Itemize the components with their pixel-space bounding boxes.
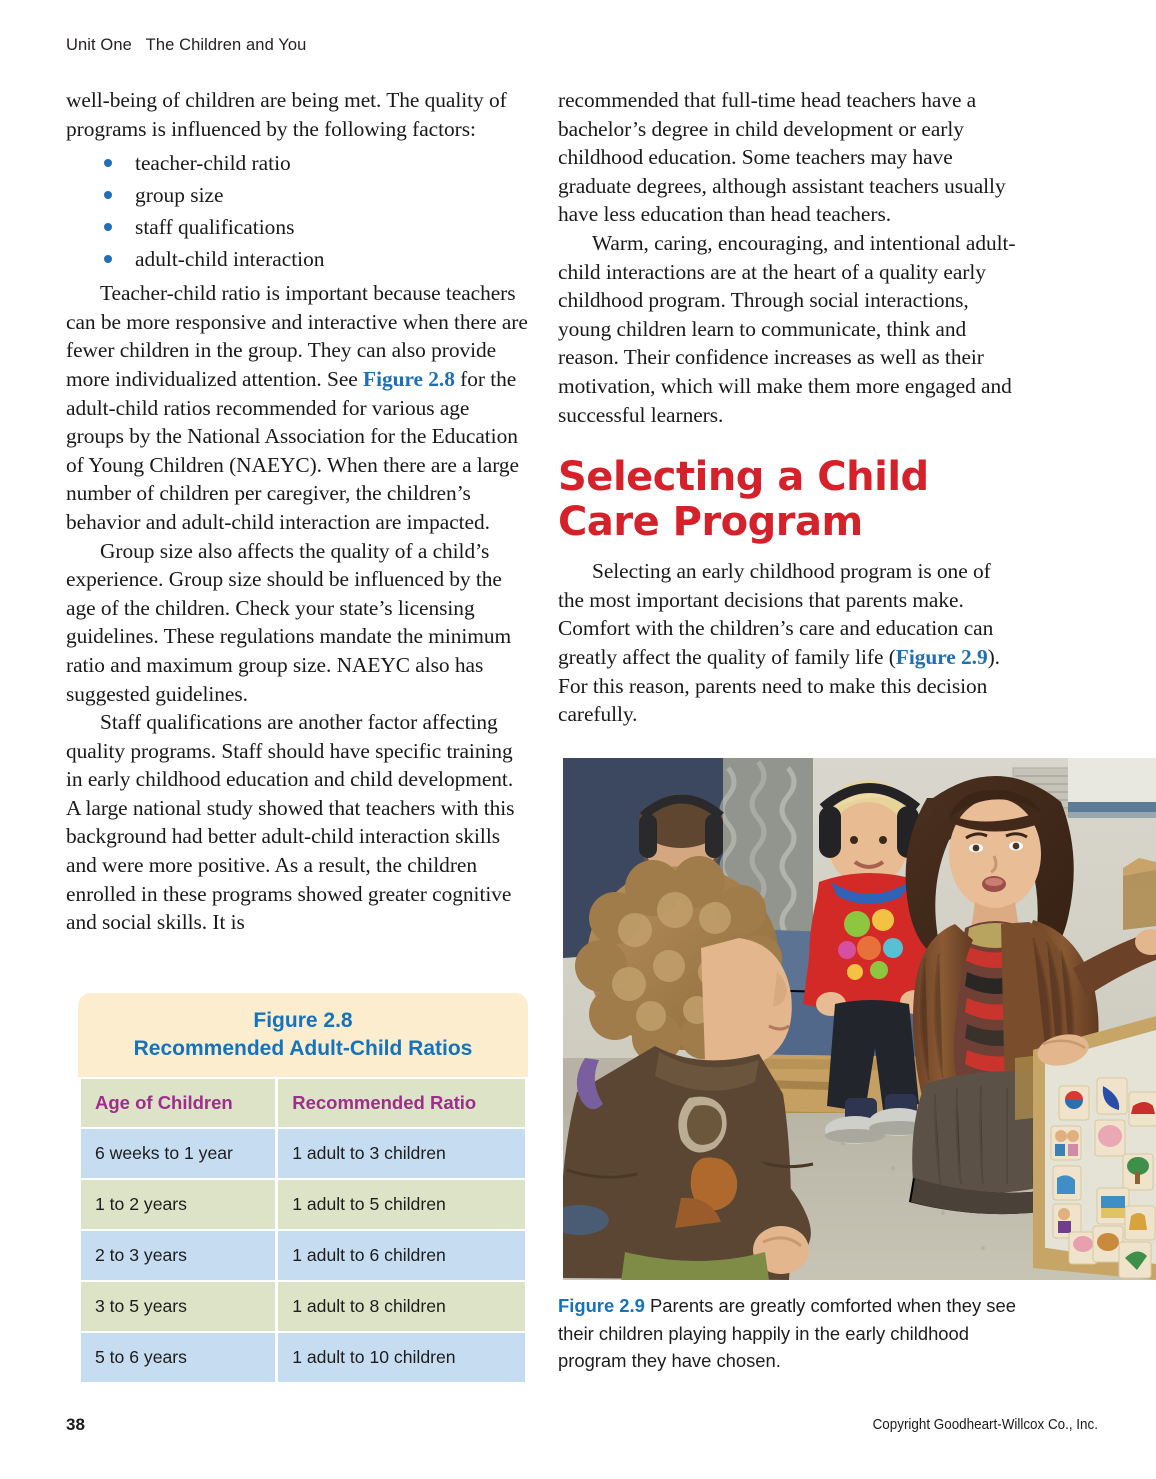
list-item: [66, 211, 528, 243]
figure-2-9-label: Figure 2.9: [558, 1295, 645, 1316]
figure-2-8-table: [78, 993, 528, 1384]
right-text-column: [558, 86, 1020, 729]
figure-2-8-reference-link[interactable]: Figure 2.8: [363, 366, 455, 391]
cell-age: 2 to 3 years: [81, 1231, 275, 1280]
left-text-column: [66, 86, 528, 937]
paragraph-text-segment: Teacher-child ratio is important because teachers can be more responsive and interactive when there are fewer children in the group. They can also provide more individualized attention. See: [66, 281, 528, 391]
table-row: [81, 1231, 525, 1280]
cell-age: 6 weeks to 1 year: [81, 1129, 275, 1178]
list-item-label: group size: [135, 183, 224, 208]
paragraph-group-size: Group size also affects the quality of a child’s experience. Group size should be influenced by the age of the children. Check your state’s licensing guidelines. These regulations mandate the minimum ratio and maximum group size. NAEYC also has suggested guidelines.: [66, 538, 512, 706]
table-row: [81, 1333, 525, 1382]
figure-2-9-photograph: [563, 758, 1156, 1280]
figure-2-9-caption-text: Parents are greatly comforted when they see their children playing happily in the early childhood program they have chosen.: [558, 1295, 1016, 1371]
cell-ratio: 1 adult to 6 children: [278, 1231, 525, 1280]
bullet-dot-icon: [104, 255, 112, 263]
quality-factors-list: [66, 147, 528, 275]
recommended-ratios-table: [78, 1077, 528, 1384]
page-number: 38: [66, 1415, 85, 1434]
paragraph-text-segment: Selecting an early childhood program is one of the most important decisions that parents make. Comfort with the children’s care and education can greatly affect the quality of family life (: [558, 559, 994, 669]
section-heading-selecting-a-child-care-program: Selecting a Child Care Program: [558, 454, 929, 546]
table-row: [81, 1129, 525, 1178]
cell-ratio: 1 adult to 5 children: [278, 1180, 525, 1229]
bullet-dot-icon: [104, 191, 112, 199]
table-header-row: [81, 1079, 525, 1127]
figure-2-9-reference-link[interactable]: Figure 2.9: [895, 644, 988, 669]
list-item: [66, 243, 528, 275]
table-row: [81, 1282, 525, 1331]
picture-card-board: [1015, 1016, 1156, 1280]
cell-ratio: 1 adult to 10 children: [278, 1333, 525, 1382]
list-item: [66, 179, 528, 211]
paragraph-text-segment: ). For this reason, parents need to make this decision carefully.: [558, 644, 1000, 727]
list-item-label: teacher-child ratio: [135, 151, 291, 176]
cell-ratio: 1 adult to 3 children: [278, 1129, 525, 1178]
cell-age: 1 to 2 years: [81, 1180, 275, 1229]
cell-age: 5 to 6 years: [81, 1333, 275, 1382]
list-item-label: staff qualifications: [135, 215, 295, 240]
paragraph-adult-child-interactions: Warm, caring, encouraging, and intentional adult-child interactions are at the heart of a quality early childhood program. Through social interactions, young children learn to communicate, think and reason. Their confidence increases as well as their motivation, which will make them more engaged and successful learners.: [558, 230, 1016, 427]
paragraph-continued-from-previous-page: well-being of children are being met. The quality of programs is influenced by the following factors:: [66, 88, 507, 141]
bullet-dot-icon: [104, 159, 112, 167]
list-item-label: adult-child interaction: [135, 247, 325, 272]
table-row: [81, 1180, 525, 1229]
bullet-dot-icon: [104, 223, 112, 231]
list-item: [66, 147, 528, 179]
cell-age: 3 to 5 years: [81, 1282, 275, 1331]
column-header-recommended-ratio: Recommended Ratio: [278, 1079, 525, 1127]
figure-2-8-title-line2: Recommended Adult-Child Ratios: [133, 1037, 473, 1060]
copyright-notice: Copyright Goodheart-Willcox Co., Inc.: [872, 1417, 1098, 1433]
paragraph-teacher-child-ratio: [66, 279, 528, 536]
figure-2-8-title: [78, 993, 528, 1077]
paragraph-text-segment: for the adult-child ratios recommended for various age groups by the National Association for the Education of Young Children (NAEYC). When there are a large number of children per caregiver, the children’s behavior and adult-child interaction are impacted.: [66, 366, 519, 534]
paragraph-selecting-program: [558, 557, 1020, 729]
figure-2-9-caption: [558, 1292, 1028, 1375]
figure-2-8-title-line1: Figure 2.8: [253, 1009, 353, 1032]
column-header-age-of-children: Age of Children: [81, 1079, 275, 1127]
paragraph-staff-qualifications: Staff qualifications are another factor affecting quality programs. Staff should have specific training in early childhood education and child development. A large national study showed that teachers with this background had better adult-child interaction skills and were more positive. As a result, the children enrolled in these programs showed greater cognitive and social skills. It is: [66, 710, 515, 935]
paragraph-head-teacher-degrees: recommended that full-time head teachers have a bachelor’s degree in child development or early childhood education. Some teachers may have graduate degrees, although assistant teachers usually have less education than head teachers.: [558, 88, 1006, 227]
cell-ratio: 1 adult to 8 children: [278, 1282, 525, 1331]
running-head: Unit One The Children and You: [66, 36, 307, 54]
